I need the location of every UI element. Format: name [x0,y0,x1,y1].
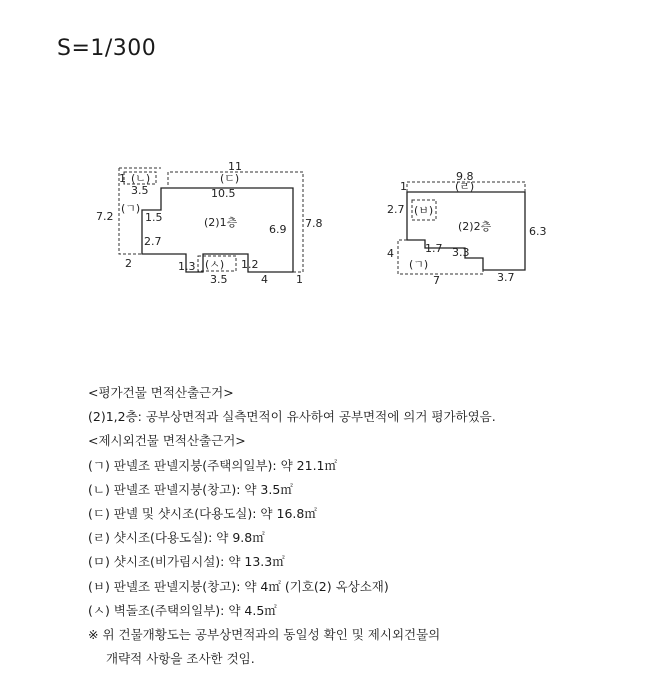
floor1-sym-a: (ㄱ) [121,202,141,215]
notes-item-g: (ㅅ) 벽돌조(주택의일부): 약 4.5㎡ [88,602,277,618]
area-notes [88,381,496,671]
floor1-dim-top-outer: 11 [228,160,242,173]
floor2-sym-d: (ㄹ) [455,180,475,193]
floor1-dim-top-inner: 10.5 [211,187,236,200]
floor2-dim-1-7: 1.7 [425,242,443,255]
floor1-dim-1-3: 1.3 [178,260,196,273]
notes-remark-2: 개략적 사항을 조사한 것임. [106,651,255,667]
notes-item-b: (ㄴ) 판넬조 판넬지붕(창고): 약 3.5㎡ [88,481,293,497]
floor2-dim-1: 1 [400,180,407,193]
floor1-sym-c: (ㄷ) [220,172,240,185]
floor1-dim-2: 2 [125,257,132,270]
floor1-dim-1-5: 1.5 [145,211,163,224]
floor1-dim-3-5: 3.5 [131,184,149,197]
floor1-sym-s: (ㅅ) [205,258,225,271]
floor2-sym-a: (ㄱ) [409,258,429,271]
floor1-dim-left-outer: 7.2 [96,210,114,223]
notes-heading-extra: <제시외건물 면적산출근거> [88,433,246,449]
floor1-dim-bottom-1: 1 [296,273,303,286]
floor2-room-label: (2)2층 [458,220,492,233]
floor1-dim-2-7: 2.7 [144,235,162,248]
floor2-dim-7: 7 [433,274,440,287]
floor1-dim-right-outer: 7.8 [305,217,323,230]
floor1-dim-right-inner: 6.9 [269,223,287,236]
floor1-dim-ann-1: 1 [119,172,126,185]
floor2-dim-3-3: 3.3 [452,246,470,259]
notes-item-e: (ㅁ) 샷시조(비가림시설): 약 13.3㎡ [88,554,285,570]
floor2-sym-h: (ㅂ) [414,204,434,217]
floor2-plan [387,170,547,287]
floor1-dim-bottom-3-5: 3.5 [210,273,228,286]
notes-item-a: (ㄱ) 판넬조 판넬지붕(주택의일부): 약 21.1㎡ [88,457,337,473]
floor2-dim-4: 4 [387,247,394,260]
floor2-dim-6-3: 6.3 [529,225,547,238]
notes-item-f: (ㅂ) 판넬조 판넬지붕(창고): 약 4㎡ (기호(2) 옥상소재) [88,578,389,594]
floor1-plan [96,160,323,286]
floor1-sym-b: (ㄴ) [131,172,151,185]
notes-line-building: (2)1,2층: 공부상면적과 실측면적이 유사하여 공부면적에 의거 평가하였음. [88,409,496,425]
notes-remark-1: ※ 위 건물개황도는 공부상면적과의 동일성 확인 및 제시외건물의 [88,626,441,642]
floor1-dim-1-2: 1.2 [241,258,259,271]
floor2-dim-2-7: 2.7 [387,203,405,216]
floor2-dim-top-outer: 9.8 [456,170,474,183]
floor1-dim-bottom-4: 4 [261,273,268,286]
notes-item-d: (ㄹ) 샷시조(다용도실): 약 9.8㎡ [88,530,265,546]
floor1-room-label: (2)1층 [204,216,238,229]
notes-item-c: (ㄷ) 판넬 및 샷시조(다용도실): 약 16.8㎡ [88,505,317,521]
scale-label: S=1/300 [57,36,157,61]
notes-heading-building: <평가건물 면적산출근거> [88,385,234,400]
floor2-dim-3-7: 3.7 [497,271,515,284]
